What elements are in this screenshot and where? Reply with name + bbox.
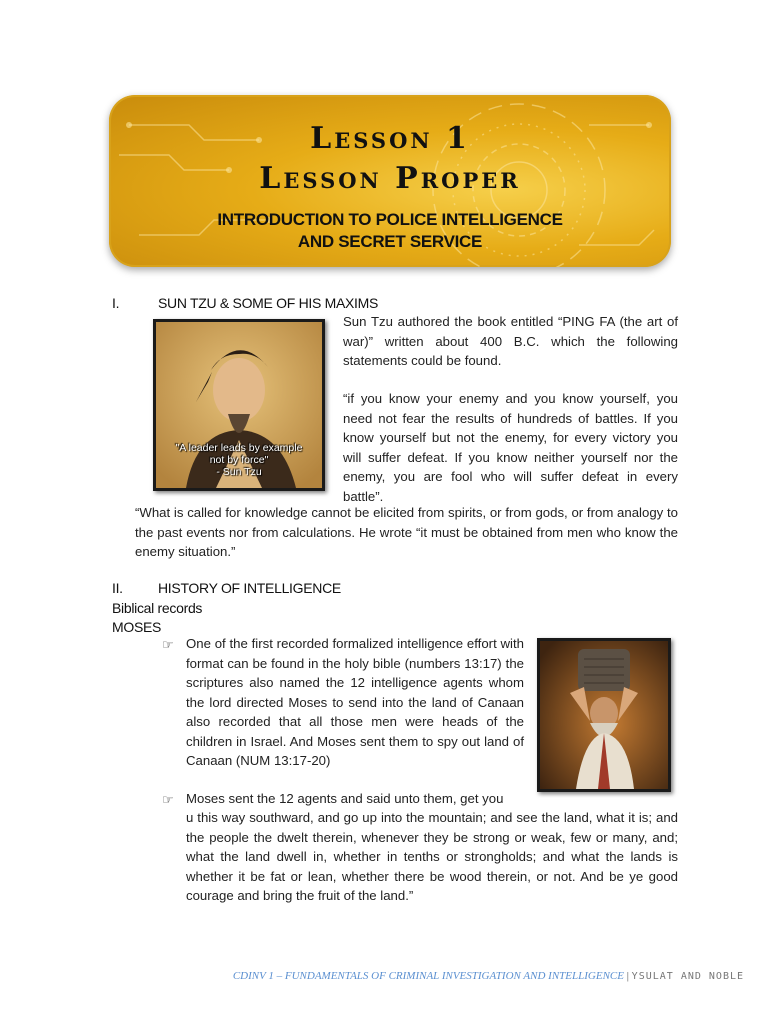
lesson-subtitle-line2: AND SECRET SERVICE <box>297 232 483 251</box>
moses-bullet-1: One of the first recorded formalized intelligence effort with format can be found in the holy bible (numbers 13:17) the scriptures also named the 12 intelligence agents whom the lord directed Moses to send into the land of Canaan also recorded that all those men were heads of the children in Israel. And Moses sent them to spy out land of Canaan (NUM 13:17-20) <box>186 636 524 768</box>
knowledge-quote-paragraph: “What is called for knowledge cannot be elicited from spirits, or from gods, or from analogy to the past events nor from calculations. He wrote “it must be obtained from men who know the enemy situation.” <box>135 505 678 559</box>
portrait-quote: "A leader leads by example not by force" - Sun Tzu <box>175 442 303 478</box>
section-1-number: I. <box>112 295 120 311</box>
sun-tzu-maxim-quote: “if you know your enemy and you know yourself, you need not fear the results of hundreds of battles. If you know yourself but not the enemy, for every victory you will suffer defeat. If you know neither yourself nor the enemy, you are fool who will suffer defeat in every battle”. <box>343 391 678 504</box>
footer-separator: | <box>623 970 632 982</box>
footer-authors: YSULAT AND NOBLE <box>631 971 744 982</box>
section-1-title: SUN TZU & SOME OF HIS MAXIMS <box>158 295 379 311</box>
lesson-number: Lesson 1 <box>310 121 470 156</box>
section-2-heading <box>112 580 341 596</box>
moses-bullet-2-continued: u this way southward, and go up into the mountain; and see the land, what it is; and the people the dwelt therein, whenever they be strong or weak, few or many, and; what the land dwell in, whether in tenths or strongholds; and what the lands is whether it be fat or lean, whether there be wood therein, or not. And be ye good courage and bring the fruit of the land.” <box>186 810 678 903</box>
biblical-records-label: Biblical records <box>112 600 203 616</box>
lesson-subtitle-line1: INTRODUCTION TO POLICE INTELLIGENCE <box>217 210 563 229</box>
page-footer <box>233 970 744 982</box>
pointing-hand-icon: ☞ <box>162 792 174 807</box>
sun-tzu-intro-paragraph: Sun Tzu authored the book entitled “PING FA (the art of war)” written about 400 B.C. which the following statements could be found. <box>343 314 678 368</box>
section-2-title: HISTORY OF INTELLIGENCE <box>158 580 341 596</box>
lesson-heading: Lesson Proper <box>259 161 521 196</box>
moses-bullet-2-first-line: Moses sent the 12 agents and said unto them, get you <box>186 791 504 806</box>
section-2-number: II. <box>112 580 123 596</box>
lesson-banner <box>109 95 671 267</box>
pointing-hand-icon: ☞ <box>162 637 174 652</box>
section-1-heading <box>112 295 378 311</box>
sun-tzu-portrait <box>153 319 325 491</box>
moses-illustration <box>540 641 668 789</box>
moses-label: MOSES <box>112 619 162 635</box>
footer-course-title: CDINV 1 – FUNDAMENTALS OF CRIMINAL INVESTIGATION AND INTELLIGENCE <box>232 970 624 982</box>
moses-painting <box>537 638 671 792</box>
